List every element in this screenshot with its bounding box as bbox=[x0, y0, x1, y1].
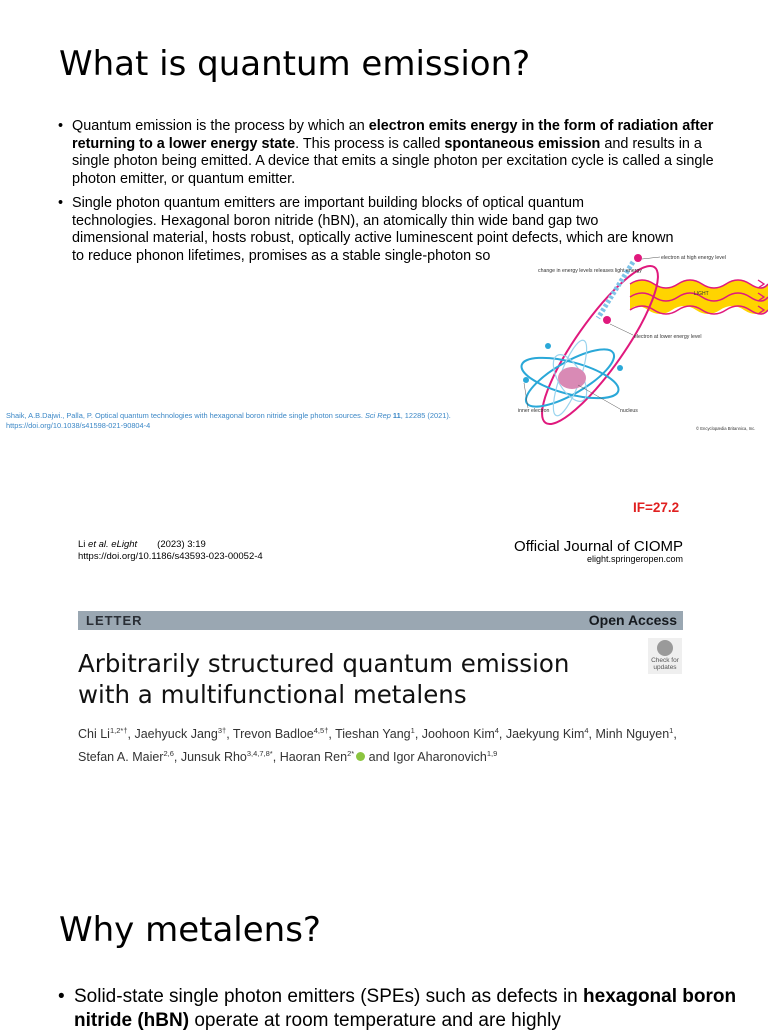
check-updates-icon bbox=[657, 640, 673, 656]
bullet-icon: • bbox=[58, 986, 65, 1007]
bullet2-line-4: to reduce phonon lifetimes, promises as a stable single-photon so bbox=[72, 247, 491, 264]
bullet1-text-1: Quantum emission is the process by which an bbox=[72, 118, 369, 134]
check-updates-label: Check for updates bbox=[651, 657, 679, 671]
slide1-title: What is quantum emission? bbox=[59, 44, 531, 84]
letter-bar bbox=[78, 611, 683, 630]
diagram-copyright: © Encyclopædia Britannica, Inc. bbox=[696, 426, 756, 431]
citation-rest: , 12285 (2021). https://doi.org/10.1038/s41598-021-90804-4 bbox=[6, 411, 451, 430]
slide2-bullet-list bbox=[58, 985, 738, 1033]
bullet1-text-2: . This process is called bbox=[295, 135, 445, 152]
author: Joohoon Kim$^4$, bbox=[421, 726, 506, 742]
slide2-bullet-1 bbox=[58, 985, 738, 1033]
bullet-icon: • bbox=[58, 118, 64, 134]
journal-url[interactable]: elight.springeropen.com bbox=[586, 554, 683, 564]
ref-journal: et al. eLight bbox=[88, 539, 138, 550]
paper-header bbox=[70, 524, 695, 769]
bullet1-bold-1: electron emits energy in the form of radiation after returning to a lower energy state bbox=[72, 118, 714, 152]
bullet-icon: • bbox=[58, 195, 64, 211]
slide2-title: Why metalens? bbox=[59, 910, 321, 950]
author: Chi $Li^{1,2*\dagger}$, bbox=[78, 726, 135, 742]
photon-wave bbox=[630, 280, 768, 314]
orcid-icon[interactable] bbox=[356, 752, 365, 761]
open-access-label: Open Access bbox=[588, 612, 677, 628]
quantum-emission-diagram bbox=[508, 250, 768, 436]
author: Stefan A. Maier$^{2,6}$, bbox=[78, 749, 181, 765]
author: Junsuk Rho$^{3,4,7,8*}$, bbox=[180, 749, 280, 765]
author-list bbox=[78, 721, 688, 767]
author: Haoran Ren$^{2*}$ bbox=[280, 750, 366, 764]
label-photon: LIGHT bbox=[694, 291, 709, 297]
author: Jaehyuck Jang$^{3\dagger}$, bbox=[134, 726, 233, 742]
atom bbox=[518, 337, 623, 419]
slide2-bullet-text-2: operate at room temperature and are highly bbox=[189, 1010, 561, 1031]
letter-label: LETTER bbox=[86, 613, 143, 628]
bullet2-line-1: Single photon quantum emitters are important building blocks of optical quantum bbox=[72, 195, 584, 211]
paper-title: Arbitrarily structured quantum emission with a multifunctional metalens bbox=[78, 649, 570, 709]
journal-name bbox=[514, 538, 683, 564]
bullet2-line-2: technologies. Hexagonal boron nitride (hBN), an atomically thin wide band gap two bbox=[72, 212, 599, 229]
label-inner: inner electron bbox=[518, 408, 550, 414]
ref-year: (2023) 3:19 bbox=[157, 539, 206, 550]
impact-factor-badge: IF=27.2 bbox=[633, 500, 680, 515]
bullet1-bold-2: spontaneous emission bbox=[444, 135, 601, 152]
citation-journal: Sci Rep bbox=[364, 411, 391, 420]
author: Tieshan Yang$^1$, bbox=[335, 726, 422, 742]
journal-title: Official Journal of CIOMP bbox=[514, 538, 683, 555]
bullet2-line-3: dimensional material, hosts robust, optically active luminescent point defects, which are known bbox=[72, 230, 674, 247]
label-electron-high: electron at high energy level bbox=[661, 255, 726, 261]
journal-reference bbox=[78, 539, 263, 563]
citation bbox=[6, 411, 506, 430]
slide1-bullet-1 bbox=[58, 118, 718, 188]
authors-tail: and Igor Aharonovich bbox=[365, 750, 487, 765]
bullet1-text-3: and results in a single photon being emitted. A device that emits a single photon per excitation cycle is called a single photon emitter, or quantum emitter. bbox=[72, 135, 714, 187]
label-nucleus: nucleus bbox=[620, 408, 638, 414]
ref-author: Li bbox=[78, 539, 89, 550]
slide1-bullet-list bbox=[58, 118, 718, 188]
slide2-bullet-bold: hexagonal boron nitride (hBN) bbox=[74, 986, 737, 1031]
slide2-bullet-text-1: Solid-state single photon emitters (SPEs) such as defects in bbox=[74, 986, 584, 1007]
author: Minh Nguyen$^1$, bbox=[595, 726, 677, 742]
check-updates-button[interactable] bbox=[648, 638, 682, 674]
doi-link[interactable]: https://doi.org/10.1186/s43593-023-00052-4 bbox=[78, 551, 263, 562]
author: Jaekyung Kim$^4$, bbox=[505, 726, 596, 742]
citation-volume: 11 bbox=[390, 411, 401, 420]
citation-text: Shaik, A.B.Dajwi., Palla, P. Optical quantum technologies with hexagonal boron nitride single photon sources. bbox=[6, 411, 365, 420]
label-electron-low: electron at lower energy level bbox=[634, 334, 702, 340]
author: Trevon Badloe$^{4,5\dagger}$, bbox=[232, 726, 336, 742]
label-change: change in energy levels releases light energy bbox=[538, 268, 642, 274]
authors-tail-sup: 1,9 bbox=[486, 749, 498, 759]
